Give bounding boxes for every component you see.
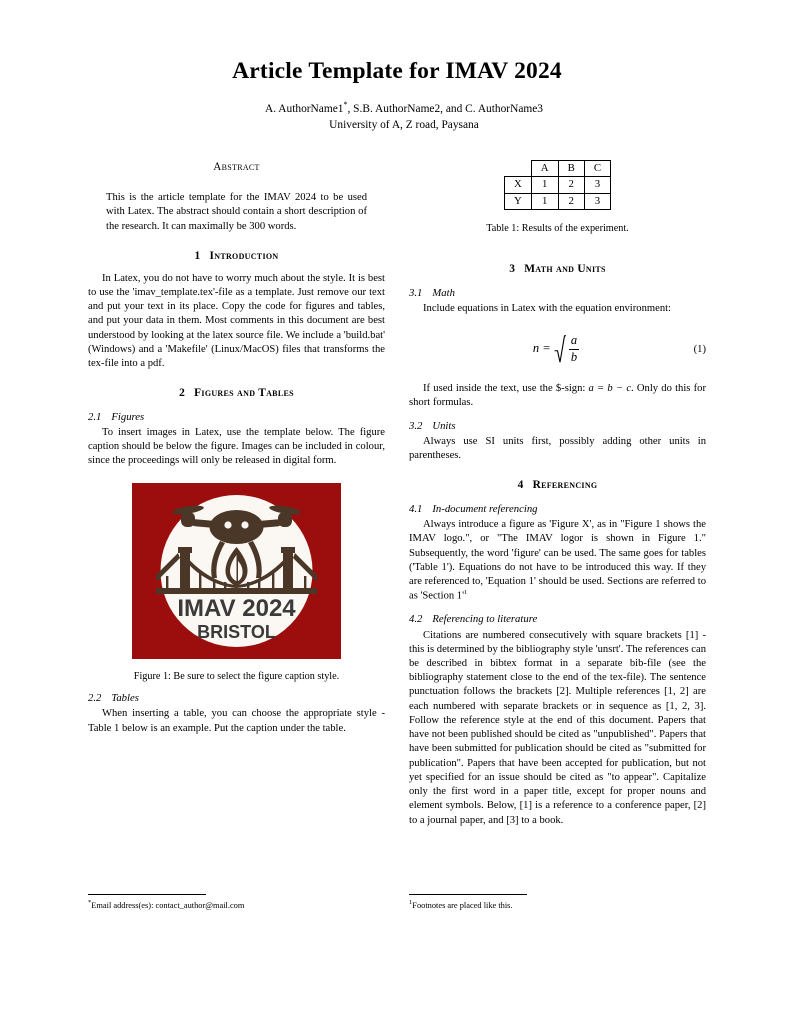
logo-line2: BRISTOL — [197, 621, 276, 642]
footnote-rule — [409, 894, 527, 895]
table-body — [504, 161, 610, 210]
abstract-heading: Abstract — [213, 161, 260, 173]
author-names-rest: , — [347, 102, 354, 115]
section-title: Math and Units — [524, 263, 606, 276]
title-block — [60, 58, 734, 133]
footnote-marker: 1 — [409, 899, 413, 906]
affiliation: University of A, Z road, Paysana — [329, 118, 479, 131]
math-paragraph: Include equations in Latex with the equation environment: — [423, 302, 672, 314]
abstract-body: This is the article template for the IMAV 2024 to be used with Latex. The abstract should contain a short description of the research. It can maximally be 300 words. — [106, 192, 367, 232]
results-table — [504, 160, 611, 210]
right-column — [409, 160, 706, 828]
table-row — [504, 193, 610, 209]
subsection-title: Figures — [111, 410, 145, 423]
table-cell: 1 — [531, 193, 558, 209]
subsection-title: Referencing to literature — [432, 613, 538, 626]
left-column — [88, 160, 385, 736]
table-header-row — [504, 161, 610, 177]
equation-lhs: n — [532, 341, 540, 355]
equation-body — [409, 328, 706, 364]
math-after-equation-paragraph — [409, 382, 706, 410]
subsection-number: 4.1 — [409, 502, 423, 515]
footnote-left-body: Email address(es): contact_author@mail.com — [91, 900, 245, 910]
author-names-remaining: S.B. AuthorName2, and C. AuthorName3 — [353, 102, 543, 115]
footnote-right-text — [409, 899, 706, 912]
table-col-header: A — [531, 161, 558, 177]
subsection-heading-figures — [88, 410, 385, 424]
in-doc-body: Always introduce a figure as 'Figure X', as in "Figure 1 shows the IMAV logo.", or "The IMAV logor is shown in Figure 1." Subsequently, the word 'figure' can be used. The same goes for tables ('Table 1'). Equations do not have to be introduced this way. If they are referenced to, 'Equation 1' should be used. Sections are referred to as 'Section 1' — [409, 519, 706, 602]
author-footnote-marker: * — [343, 100, 348, 110]
fraction-numerator: a — [570, 333, 578, 348]
subsection-title: Math — [432, 286, 455, 299]
table-cell: 3 — [584, 177, 610, 193]
logo-line1: IMAV 2024 — [177, 594, 296, 622]
subsection-title: In-document referencing — [432, 502, 538, 515]
section-heading-math-and-units — [409, 262, 706, 277]
subsection-title: Units — [432, 419, 456, 432]
table-cell: 3 — [584, 193, 610, 209]
in-document-referencing-paragraph — [409, 518, 706, 604]
figure-1 — [88, 483, 385, 683]
table-row — [504, 177, 610, 193]
table-cell: 2 — [558, 177, 584, 193]
section-title: Introduction — [209, 250, 279, 263]
figures-paragraph: To insert images in Latex, use the template below. The figure caption should be below the figure. Images can be included in colour, since the proceedings will only be released in digital form. — [88, 426, 385, 467]
section-number: 1 — [194, 250, 201, 263]
subsection-heading-in-document-referencing — [409, 502, 706, 516]
inline-equation: a = b − c — [588, 383, 632, 395]
equation-equals: = — [542, 341, 551, 355]
subsection-number: 2.1 — [88, 410, 102, 423]
footnote-right-body: Footnotes are placed like this. — [412, 900, 513, 910]
subsection-heading-tables — [88, 691, 385, 705]
page-title: Article Template for IMAV 2024 — [232, 58, 562, 84]
literature-referencing-paragraph: Citations are numbered consecutively with square brackets [1] - this is determined by the bibliography style 'unsrt'. The references can be described in bibtex format in a separate bib-file (see the bibliography statement close to the end of the tex-file). The sentence punctuation follows the brackets [2]. Multiple references [1, 2] are each numbered with separate brackets or in sequence as [1, 2, 3]. Follow the reference style at the end of this document. Papers that have not been published should be cited as "unpublished". Papers that have been submitted for publication should be cited as "submitted for publication". Papers that have been accepted for publication, but not yet specified for an issue should be cited as "to appear". Capitalize only the first word in a paper title, except for proper nouns and element symbols. Below, [1] is a reference to a conference paper, [2] to a journal paper, and [3] to a book. — [409, 629, 706, 826]
footnote-reference-marker: 1 — [464, 589, 468, 597]
table-col-header: B — [558, 161, 584, 177]
subsection-number: 3.2 — [409, 419, 423, 432]
table-row-label: Y — [504, 193, 531, 209]
radical-icon — [554, 334, 566, 364]
subsection-number: 2.2 — [88, 691, 102, 704]
equation-number: (1) — [693, 344, 706, 356]
section-heading-referencing — [409, 478, 706, 493]
section-heading-introduction — [88, 249, 385, 264]
footnote-left — [88, 894, 385, 912]
imav-logo — [132, 483, 341, 659]
section-number: 3 — [509, 263, 516, 276]
table-col-header: C — [584, 161, 610, 177]
footnote-left-text — [88, 899, 385, 912]
subsection-heading-units — [409, 419, 706, 433]
section-number: 2 — [179, 387, 186, 400]
tables-paragraph: When inserting a table, you can choose the appropriate style - Table 1 below is an example. Put the caption under the table. — [88, 708, 385, 734]
footnote-marker: * — [88, 899, 92, 906]
table-row-label: X — [504, 177, 531, 193]
imav-logo-art — [132, 483, 341, 659]
section-title: Figures and Tables — [194, 387, 294, 400]
fraction — [566, 334, 582, 364]
author-names-first: A. AuthorName1 — [265, 102, 344, 115]
section-heading-figures-and-tables — [88, 386, 385, 401]
author-list — [60, 99, 734, 118]
fraction-denominator: b — [570, 349, 578, 364]
subsection-heading-referencing-to-literature — [409, 612, 706, 626]
table-1-wrap — [409, 160, 706, 236]
table-cell: 2 — [558, 193, 584, 209]
footnote-right — [409, 894, 706, 912]
math-after-pre: If used inside the text, use the $-sign: — [423, 383, 589, 395]
footnote-rule — [88, 894, 206, 895]
table-caption: Table 1: Results of the experiment. — [486, 223, 629, 235]
table-corner-cell — [504, 161, 531, 177]
section-title: Referencing — [532, 479, 598, 492]
subsection-number: 4.2 — [409, 613, 423, 626]
math-after-post: . Only do this for short formulas. — [409, 383, 706, 409]
units-paragraph: Always use SI units first, possibly adding other units in parentheses. — [409, 435, 706, 462]
equation-1 — [409, 328, 706, 372]
introduction-paragraph: In Latex, you do not have to worry much about the style. It is best to use the 'imav_template.tex'-file as a template. Just remove our text and put your text in its place. Copy the code for figures and tables, and put your data in them. Most comments in this document are best understood by looking at the latex source file. We include a 'build.bat' (Windows) and a 'Makefile' (Linux/MacOS) files that transforms the tex-file into a pdf. — [88, 272, 385, 370]
subsection-title: Tables — [111, 691, 139, 704]
table-cell: 1 — [531, 177, 558, 193]
section-number: 4 — [517, 479, 524, 492]
subsection-number: 3.1 — [409, 286, 423, 299]
subsection-heading-math — [409, 286, 706, 300]
square-root-expression — [554, 334, 582, 364]
figure-caption: Figure 1: Be sure to select the figure caption style. — [133, 670, 340, 682]
